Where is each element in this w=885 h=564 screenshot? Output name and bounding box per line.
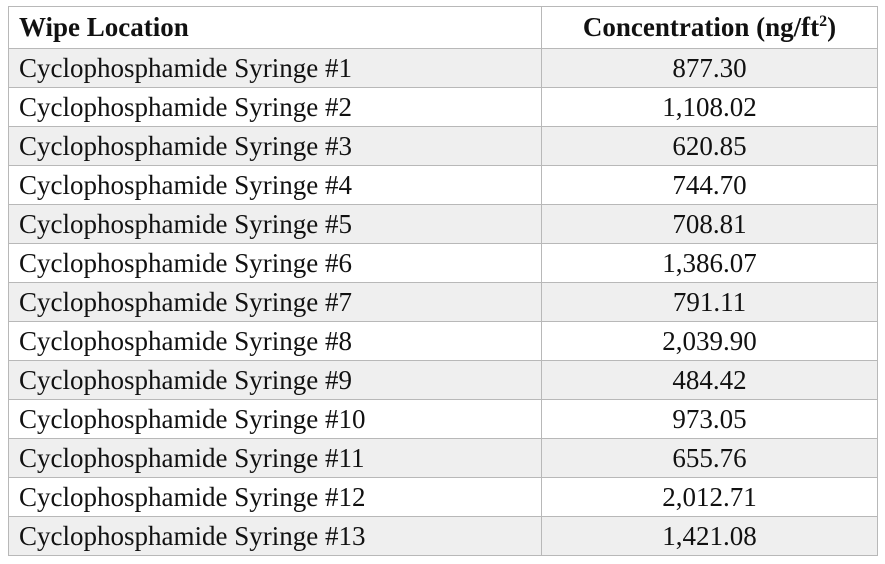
cell-concentration: 2,012.71 (542, 478, 878, 517)
table-row (9, 49, 878, 88)
table-row (9, 478, 878, 517)
table-row (9, 166, 878, 205)
cell-concentration: 1,108.02 (542, 88, 878, 127)
cell-wipe-location: Cyclophosphamide Syringe #4 (9, 166, 542, 205)
header-concentration-superscript: 2 (819, 13, 828, 30)
cell-wipe-location: Cyclophosphamide Syringe #13 (9, 517, 542, 556)
table-row (9, 322, 878, 361)
header-concentration-suffix: ) (827, 12, 837, 42)
cell-concentration: 1,386.07 (542, 244, 878, 283)
cell-concentration: 655.76 (542, 439, 878, 478)
cell-wipe-location: Cyclophosphamide Syringe #9 (9, 361, 542, 400)
cell-concentration: 877.30 (542, 49, 878, 88)
cell-wipe-location: Cyclophosphamide Syringe #6 (9, 244, 542, 283)
cell-wipe-location: Cyclophosphamide Syringe #2 (9, 88, 542, 127)
cell-concentration: 744.70 (542, 166, 878, 205)
cell-concentration: 708.81 (542, 205, 878, 244)
cell-wipe-location: Cyclophosphamide Syringe #7 (9, 283, 542, 322)
table-row (9, 244, 878, 283)
header-concentration-prefix: Concentration (ng/ft (582, 12, 820, 42)
table-row (9, 127, 878, 166)
table-header-row (9, 7, 878, 49)
cell-wipe-location: Cyclophosphamide Syringe #1 (9, 49, 542, 88)
cell-wipe-location: Cyclophosphamide Syringe #5 (9, 205, 542, 244)
cell-wipe-location: Cyclophosphamide Syringe #3 (9, 127, 542, 166)
wipe-sample-table (8, 6, 878, 556)
cell-concentration: 620.85 (542, 127, 878, 166)
cell-concentration: 2,039.90 (542, 322, 878, 361)
table-row (9, 517, 878, 556)
cell-wipe-location: Cyclophosphamide Syringe #12 (9, 478, 542, 517)
table-row (9, 88, 878, 127)
cell-wipe-location: Cyclophosphamide Syringe #10 (9, 400, 542, 439)
cell-concentration: 484.42 (542, 361, 878, 400)
cell-wipe-location: Cyclophosphamide Syringe #11 (9, 439, 542, 478)
table-row (9, 283, 878, 322)
table-row (9, 400, 878, 439)
cell-concentration: 1,421.08 (542, 517, 878, 556)
data-table-container (8, 6, 877, 556)
cell-concentration: 973.05 (542, 400, 878, 439)
cell-concentration: 791.11 (542, 283, 878, 322)
table-row (9, 439, 878, 478)
table-row (9, 205, 878, 244)
header-concentration (542, 7, 878, 49)
table-row (9, 361, 878, 400)
cell-wipe-location: Cyclophosphamide Syringe #8 (9, 322, 542, 361)
header-wipe-location: Wipe Location (9, 7, 542, 49)
